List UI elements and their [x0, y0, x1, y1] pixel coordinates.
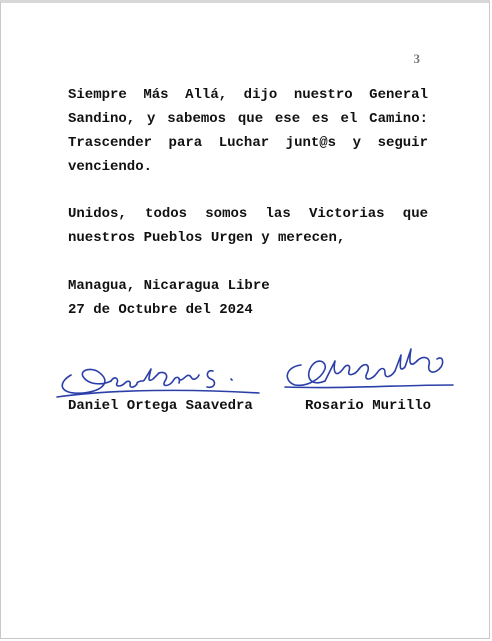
date-line: 27 de Octubre del 2024 — [68, 302, 253, 318]
paragraph-2-line: nuestros Pueblos Urgen y merecen, — [68, 230, 346, 246]
paragraph-2 — [68, 202, 428, 250]
signature-2-image — [281, 345, 459, 397]
paragraph-1-line: Trascender para Luchar junt@s y seguir — [68, 135, 428, 151]
paragraph-1-line: Sandino, y sabemos que ese es el Camino: — [68, 111, 428, 127]
paragraph-2-line: Unidos, todos somos las Victorias que — [68, 206, 428, 222]
page-number: 3 — [413, 51, 420, 66]
paragraph-1 — [68, 83, 428, 179]
place-date-block — [68, 274, 428, 322]
paragraph-1-line: Siempre Más Allá, dijo nuestro General — [68, 87, 428, 103]
paragraph-1-line: venciendo. — [68, 159, 153, 175]
signatory-name-2: Rosario Murillo — [305, 398, 432, 414]
signatory-name-1: Daniel Ortega Saavedra — [68, 398, 253, 414]
place-line: Managua, Nicaragua Libre — [68, 278, 270, 294]
signature-1-image — [53, 353, 263, 401]
